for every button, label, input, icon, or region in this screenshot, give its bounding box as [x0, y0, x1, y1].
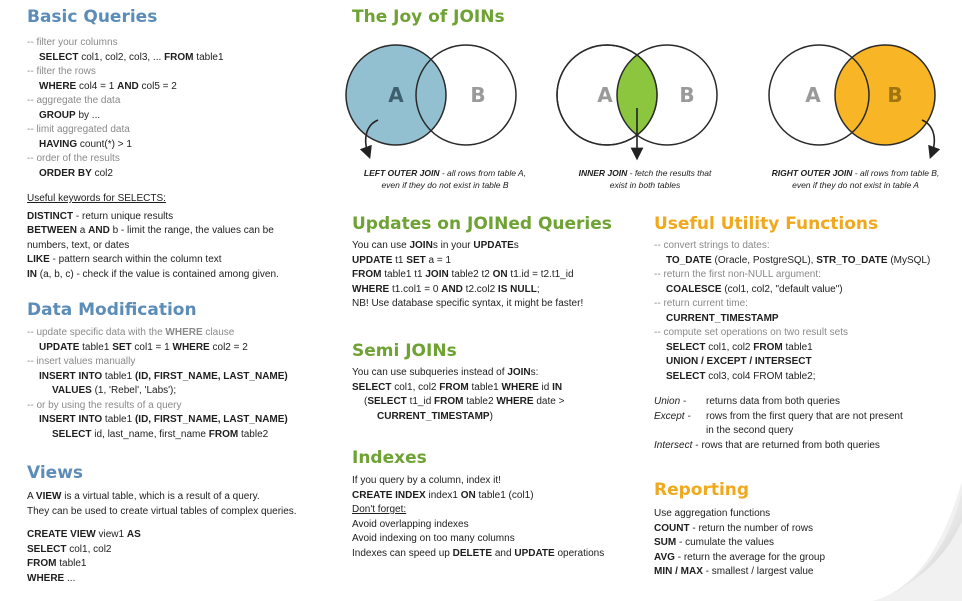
inner-join-diagram [557, 45, 717, 154]
definition-row [654, 424, 954, 439]
definition-row [654, 410, 954, 425]
inner-join-label-a: A [597, 83, 613, 107]
text-line [27, 109, 327, 124]
indexes-title: Indexes [352, 448, 427, 468]
text-run: AVG [654, 551, 675, 563]
text-run: -- filter the rows [27, 66, 96, 77]
text-run: table2 [238, 428, 269, 440]
definition-row [654, 439, 954, 454]
text-run: INSERT INTO [39, 370, 103, 382]
left-join-label-a: A [388, 83, 404, 107]
text-run: is a virtual table, which is a result of a query. [61, 491, 260, 502]
text-run: - return the number of rows [689, 522, 813, 534]
text-run: (a, b, c) - check if the value is contained among given. [37, 268, 279, 280]
right-join-caption-text: - all rows from table B, [852, 168, 940, 178]
right-join-circle-b [835, 45, 935, 145]
text-run: table2 [463, 396, 497, 407]
text-run: -- aggregate the data [27, 95, 121, 106]
basic-queries-title: Basic Queries [27, 7, 158, 27]
text-run: operations [554, 547, 605, 559]
text-line [352, 547, 642, 562]
text-line [352, 489, 642, 504]
join-diagrams [340, 38, 940, 163]
text-run: (Oracle, PostgreSQL), [711, 254, 817, 266]
text-line [352, 518, 642, 533]
text-run: t2.col2 [462, 283, 498, 295]
text-run: WHERE [501, 381, 539, 393]
text-line [27, 370, 327, 385]
definition-term: Intersect - [654, 439, 699, 451]
text-run: ) [489, 410, 493, 422]
text-run: NB! Use database specific syntax, it might be faster! [352, 298, 584, 309]
keywords-title: Useful keywords for SELECTS: [27, 193, 166, 204]
text-run: - smallest / largest value [702, 566, 814, 577]
text-run: CREATE VIEW [27, 529, 96, 540]
text-run: a [77, 225, 89, 236]
joins-title: The Joy of JOINs [352, 7, 505, 27]
text-run: t1.col1 = 0 [389, 283, 442, 295]
text-run: FROM [434, 396, 464, 407]
inner-join-caption-bold: INNER JOIN [578, 168, 628, 178]
text-line [352, 297, 642, 312]
text-run: IN [27, 268, 37, 280]
right-join-label-a: A [805, 83, 821, 107]
definition-row [654, 395, 954, 410]
text-run: (1, 'Rebel', 'Labs'); [91, 385, 177, 396]
text-line [352, 532, 642, 547]
text-run: AND [117, 80, 139, 92]
text-run: They can be used to create virtual tables of complex queries. [27, 505, 297, 517]
text-run: -- return the first non-NULL argument: [654, 269, 821, 280]
right-join-caption [758, 167, 953, 191]
text-line [352, 254, 642, 269]
text-line [654, 355, 954, 370]
text-run: ON [492, 269, 508, 280]
text-line [27, 94, 327, 109]
text-run: numbers, text, or dates [27, 239, 130, 251]
text-line [352, 239, 642, 254]
text-run: SELECT [352, 381, 392, 393]
text-line [654, 312, 954, 327]
text-run: and [492, 547, 515, 559]
section-utility [654, 214, 954, 453]
text-run: COALESCE [666, 283, 722, 295]
utility-title: Useful Utility Functions [654, 214, 879, 234]
text-run: - return the average for the group [674, 551, 826, 563]
semi-joins-body [352, 366, 642, 424]
text-run: b - limit the range, the values can be [109, 225, 274, 236]
text-line [352, 474, 642, 489]
views-code [27, 528, 327, 586]
text-line [27, 210, 327, 225]
text-run: ORDER BY [39, 167, 92, 179]
definition-text: rows that are returned from both queries [701, 439, 880, 451]
text-run: AND [88, 225, 110, 236]
text-run: FROM [439, 381, 469, 393]
text-line [654, 297, 954, 312]
section-views [27, 463, 327, 586]
text-run: view1 [95, 529, 127, 540]
text-line [27, 123, 327, 138]
text-run: table1 t1 [381, 269, 426, 280]
text-run: WHERE [165, 327, 203, 338]
text-line [654, 239, 954, 254]
definition-text: rows from the first query that are not present [706, 410, 903, 422]
text-run: col1, col2 [66, 543, 112, 555]
text-run: IN [552, 381, 563, 393]
utility-code [654, 239, 954, 384]
text-run: -- filter your columns [27, 37, 118, 48]
text-line [27, 239, 327, 254]
text-run: col1, col2 [391, 381, 440, 393]
text-run: Avoid overlapping indexes [352, 518, 469, 530]
text-run: s: [530, 367, 539, 378]
left-join-caption-text: - all rows from table A, [439, 168, 527, 178]
text-run: VALUES [52, 385, 92, 396]
text-run: table1 [102, 370, 135, 382]
left-join-label-b: B [470, 83, 486, 107]
text-run: ... [64, 572, 76, 584]
text-run: DELETE [452, 547, 493, 559]
text-run: WHERE [39, 80, 77, 92]
data-modification-title: Data Modification [27, 300, 197, 320]
text-run: CREATE INDEX [352, 489, 426, 501]
definition-text: returns data from both queries [706, 396, 840, 407]
text-run: ; [536, 283, 540, 295]
text-run: -- compute set operations on two result sets [654, 327, 848, 338]
basic-queries-code [27, 36, 327, 181]
text-run: JOIN [409, 240, 433, 251]
text-run: AS [126, 529, 141, 540]
text-run: id [538, 381, 553, 393]
text-run: table1 [468, 381, 502, 393]
text-line [27, 36, 327, 51]
text-run: col1, col2, col3, ... [78, 51, 165, 63]
text-run: (ID, FIRST_NAME, LAST_NAME) [134, 414, 288, 425]
right-join-caption-bold: RIGHT OUTER JOIN [771, 168, 853, 178]
text-run: col4 = 1 [76, 80, 118, 92]
text-run: (ID, FIRST_NAME, LAST_NAME) [134, 370, 288, 382]
text-run: id, last_name, first_name [91, 428, 209, 440]
views-title: Views [27, 463, 84, 483]
text-line [27, 428, 327, 443]
text-line [654, 283, 954, 298]
text-run: - return unique results [73, 210, 174, 222]
text-run: You can use subqueries instead of [352, 367, 508, 378]
inner-join-caption-line2: exist in both tables [609, 180, 681, 190]
right-join-label-b: B [887, 83, 903, 107]
section-semi-joins [352, 341, 642, 424]
text-line [27, 152, 327, 167]
text-run: -- return current time: [654, 298, 748, 309]
text-run: SUM [654, 537, 677, 548]
text-run: FROM [164, 51, 194, 63]
left-join-caption [355, 167, 535, 191]
text-run: date > [533, 396, 565, 407]
text-run: - pattern search within the column text [49, 254, 222, 265]
text-line [27, 167, 327, 182]
text-line [27, 490, 327, 505]
text-line [654, 341, 954, 356]
text-run: FROM [27, 558, 57, 569]
text-run: -- convert strings to dates: [654, 240, 770, 251]
text-line [352, 395, 642, 410]
text-run: col3, col4 FROM table2; [705, 370, 816, 382]
text-run: SELECT [666, 341, 706, 353]
data-modification-code [27, 326, 327, 442]
definition-text: in the second query [706, 425, 794, 436]
text-line [27, 326, 327, 341]
section-data-modification [27, 300, 327, 442]
text-run: col2 = 2 [209, 341, 248, 353]
text-line [27, 384, 327, 399]
inner-join-caption-text: - fetch the results that [627, 168, 712, 178]
section-indexes [352, 448, 642, 561]
text-line [27, 528, 327, 543]
text-run: A [27, 491, 36, 502]
reporting-title: Reporting [654, 480, 750, 500]
text-line [352, 381, 642, 396]
text-line [352, 503, 642, 518]
views-desc [27, 490, 327, 519]
text-line [27, 80, 327, 95]
text-line [27, 341, 327, 356]
text-line [27, 51, 327, 66]
text-line [654, 268, 954, 283]
text-run: Indexes can speed up [352, 547, 453, 559]
keywords-list [27, 210, 327, 283]
text-line [27, 224, 327, 239]
text-run: If you query by a column, index it! [352, 475, 501, 486]
text-run: TO_DATE [666, 254, 712, 266]
text-run: SELECT [666, 370, 706, 382]
text-run: SET [406, 254, 426, 266]
inner-join-caption [560, 167, 730, 191]
text-run: INSERT INTO [39, 414, 103, 425]
semi-joins-title: Semi JOINs [352, 341, 457, 361]
text-run: t1 [392, 254, 407, 266]
text-run: UPDATE [352, 254, 393, 266]
definition-term: Union - [654, 396, 687, 407]
text-run: table2 t2 [448, 269, 493, 280]
text-run: You can use [352, 240, 410, 251]
page-curl [872, 481, 962, 601]
text-line [352, 268, 642, 283]
right-join-caption-line2: even if they do not exist in table A [792, 180, 919, 190]
text-run: t1.id = t2.t1_id [507, 269, 574, 280]
text-run: ON [460, 489, 476, 501]
text-run: (col1, col2, "default value") [721, 283, 843, 295]
text-run: table1 [56, 558, 87, 569]
text-run: WHERE [27, 572, 65, 584]
text-run: Avoid indexing on too many columns [352, 533, 515, 544]
text-run: UPDATE [39, 341, 80, 353]
updates-joined-body [352, 239, 642, 312]
text-run: WHERE [172, 341, 210, 353]
text-line [27, 557, 327, 572]
text-line [352, 366, 642, 381]
text-run: -- insert values manually [27, 356, 136, 367]
text-run: BETWEEN [27, 225, 77, 236]
text-run: Use aggregation functions [654, 508, 771, 519]
text-line [654, 254, 954, 269]
text-run: table1 [102, 414, 135, 425]
text-run: STR_TO_DATE [816, 254, 888, 266]
text-run: MIN / MAX [654, 566, 703, 577]
text-line [27, 253, 327, 268]
text-run: COUNT [654, 522, 690, 534]
left-join-caption-bold: LEFT OUTER JOIN [363, 168, 440, 178]
text-run: col5 = 2 [138, 80, 177, 92]
text-run: VIEW [35, 491, 62, 502]
text-run: SELECT [52, 428, 92, 440]
text-run: col1 = 1 [131, 341, 173, 353]
text-line [352, 410, 642, 425]
text-run: a = 1 [425, 254, 452, 266]
text-line [27, 543, 327, 558]
text-run: WHERE [496, 396, 534, 407]
text-run: SELECT [39, 51, 79, 63]
text-run: DISTINCT [27, 210, 74, 222]
text-run: SELECT [367, 396, 407, 407]
text-run: t1_id [406, 396, 435, 407]
text-line [654, 326, 954, 341]
section-basic-queries [27, 7, 327, 282]
left-join-diagram [346, 45, 516, 153]
section-updates-joined [352, 214, 642, 312]
indexes-body [352, 474, 642, 561]
text-run: ( [364, 396, 368, 407]
text-run: FROM [208, 428, 239, 440]
text-run: UPDATE [514, 547, 555, 559]
text-run: JOIN [507, 367, 531, 378]
text-run: FROM [352, 269, 382, 280]
text-line [27, 65, 327, 80]
text-line [27, 268, 327, 283]
text-run: -- or by using the results of a query [27, 399, 182, 411]
text-line [27, 355, 327, 370]
text-run: table1 [782, 341, 813, 353]
text-run: HAVING [39, 138, 78, 150]
text-run: LIKE [27, 254, 50, 265]
text-run: UPDATE [473, 240, 514, 251]
text-run: -- order of the results [27, 153, 120, 164]
text-run: table1 (col1) [475, 489, 534, 501]
inner-join-label-b: B [679, 83, 695, 107]
text-run: AND [441, 283, 463, 295]
text-run: col2 [91, 167, 113, 179]
text-run: UNION / EXCEPT / INTERSECT [666, 356, 812, 367]
text-run: s [513, 240, 519, 251]
utility-defs [654, 395, 954, 453]
text-run: Don't forget: [352, 504, 407, 515]
definition-term: Except - [654, 410, 691, 422]
text-run: CURRENT_TIMESTAMP [377, 410, 490, 422]
text-run: SELECT [27, 543, 67, 555]
text-line [27, 572, 327, 587]
text-run: -- limit aggregated data [27, 124, 130, 135]
text-run: (MySQL) [887, 254, 931, 266]
text-line [352, 283, 642, 298]
text-run: s in your [432, 240, 474, 251]
text-line [27, 399, 327, 414]
text-line [27, 413, 327, 428]
text-run: clause [202, 327, 235, 338]
text-run: col1, col2 [705, 341, 754, 353]
text-line [654, 370, 954, 385]
text-run: WHERE [352, 283, 390, 295]
text-run: table1 [79, 341, 113, 353]
text-run: GROUP [39, 109, 76, 121]
left-join-caption-line2: even if they do not exist in table B [381, 180, 509, 190]
text-run: - cumulate the values [676, 537, 775, 548]
text-line [27, 505, 327, 520]
text-run: -- update specific data with the [27, 327, 166, 338]
right-join-diagram [769, 45, 935, 153]
text-run: count(*) > 1 [77, 138, 132, 150]
text-run: JOIN [425, 269, 449, 280]
text-run: IS NULL [497, 283, 537, 295]
text-line [27, 138, 327, 153]
text-run: by ... [75, 109, 101, 121]
text-run: CURRENT_TIMESTAMP [666, 312, 779, 324]
updates-joined-title: Updates on JOINed Queries [352, 214, 612, 234]
text-run: table1 [193, 51, 224, 63]
text-run: FROM [753, 341, 783, 353]
text-run: SET [112, 341, 132, 353]
text-run: index1 [425, 489, 461, 501]
